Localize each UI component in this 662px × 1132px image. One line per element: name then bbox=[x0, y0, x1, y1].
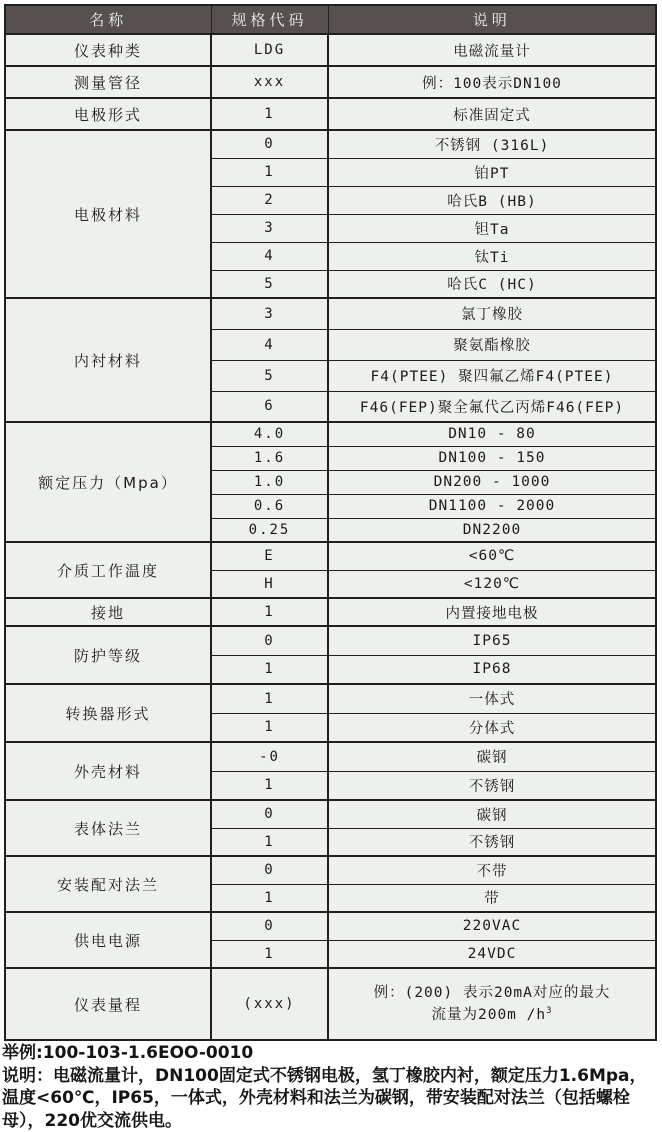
code-cell: 0 bbox=[211, 626, 328, 655]
desc-cell: F4(PTEE) 聚四氟乙烯F4(PTEE) bbox=[328, 360, 656, 391]
code-cell: 0 bbox=[211, 800, 328, 828]
code-cell: 2 bbox=[211, 186, 328, 214]
code-cell: 4 bbox=[211, 242, 328, 270]
code-cell: -0 bbox=[211, 742, 328, 771]
group-name-cell: 仪表量程 bbox=[5, 968, 211, 1040]
desc-cell: DN10 - 80 bbox=[328, 422, 656, 446]
desc-cell: F46(FEP)聚全氟代乙丙烯F46(FEP) bbox=[328, 391, 656, 422]
group-name-cell: 安装配对法兰 bbox=[5, 856, 211, 912]
desc-cell: 内置接地电极 bbox=[328, 598, 656, 626]
code-cell: 1 bbox=[211, 598, 328, 626]
desc-cell: 标准固定式 bbox=[328, 98, 656, 130]
example-code-line: 举例:100-103-1.6EOO-0010 bbox=[2, 1043, 254, 1063]
code-cell: 1 bbox=[211, 771, 328, 800]
desc-cell: 钽Ta bbox=[328, 214, 656, 242]
code-cell: (xxx) bbox=[211, 968, 328, 1040]
code-cell: xxx bbox=[211, 66, 328, 98]
desc-cell: 不锈钢 bbox=[328, 771, 656, 800]
desc-cell: 铂PT bbox=[328, 158, 656, 186]
desc-cell: 220VAC bbox=[328, 912, 656, 940]
note-line: 说明：电磁流量计，DN100固定式不锈钢电极，氢丁橡胶内衬，额定压力1.6Mpa，温度<60℃，IP65，一体式，外壳材料和法兰为碳钢，带安装配对法兰（包括螺栓母），220优交流供电。 bbox=[2, 1065, 647, 1131]
desc-line-2 bbox=[333, 1004, 651, 1026]
desc-cell: 碳钢 bbox=[328, 800, 656, 828]
code-cell: 0 bbox=[211, 856, 328, 884]
code-cell: 3 bbox=[211, 298, 328, 329]
spec-table-body bbox=[5, 5, 656, 1040]
code-cell: 6 bbox=[211, 391, 328, 422]
group-name-cell: 内衬材料 bbox=[5, 298, 211, 422]
col-header-2: 说明 bbox=[328, 5, 656, 34]
desc-cell bbox=[328, 968, 656, 1040]
desc-cell: <60℃ bbox=[328, 542, 656, 570]
desc-cell: 24VDC bbox=[328, 940, 656, 968]
desc-cell: 聚氨酯橡胶 bbox=[328, 329, 656, 360]
desc-line-1: 例：(200) 表示20mA对应的最大 bbox=[373, 984, 611, 1001]
code-cell: 1 bbox=[211, 684, 328, 713]
group-name-cell: 测量管径 bbox=[5, 66, 211, 98]
group-name-cell: 仪表种类 bbox=[5, 34, 211, 66]
spec-table bbox=[4, 4, 657, 1041]
desc-cell: 哈氏C (HC) bbox=[328, 270, 656, 298]
code-cell: 1 bbox=[211, 940, 328, 968]
desc-cell: DN200 - 1000 bbox=[328, 470, 656, 494]
group-name-cell: 转换器形式 bbox=[5, 684, 211, 742]
desc-cell: 分体式 bbox=[328, 713, 656, 742]
desc-cell: IP68 bbox=[328, 655, 656, 684]
desc-cell: 碳钢 bbox=[328, 742, 656, 771]
desc-cell: 电磁流量计 bbox=[328, 34, 656, 66]
col-header-0: 名称 bbox=[5, 5, 211, 34]
group-name-cell: 外壳材料 bbox=[5, 742, 211, 800]
desc-cell: DN2200 bbox=[328, 518, 656, 542]
desc-cell: IP65 bbox=[328, 626, 656, 655]
code-cell: 1.0 bbox=[211, 470, 328, 494]
group-name-cell: 电极形式 bbox=[5, 98, 211, 130]
code-cell: 3 bbox=[211, 214, 328, 242]
cubic-superscript: 3 bbox=[546, 1006, 553, 1017]
group-name-cell: 接地 bbox=[5, 598, 211, 626]
code-cell: 1 bbox=[211, 158, 328, 186]
desc-cell: 带 bbox=[328, 884, 656, 912]
code-cell: 1 bbox=[211, 884, 328, 912]
code-cell: 0.25 bbox=[211, 518, 328, 542]
group-name-cell: 防护等级 bbox=[5, 626, 211, 684]
group-name-cell: 表体法兰 bbox=[5, 800, 211, 856]
desc-cell: 不锈钢 (316L) bbox=[328, 130, 656, 158]
spec-table-wrap bbox=[4, 4, 657, 1041]
desc-cell: 不带 bbox=[328, 856, 656, 884]
code-cell: 0.6 bbox=[211, 494, 328, 518]
code-cell: E bbox=[211, 542, 328, 570]
footer-notes bbox=[2, 1042, 660, 1132]
code-cell: 1 bbox=[211, 713, 328, 742]
col-header-1: 规格代码 bbox=[211, 5, 328, 34]
desc-cell: 哈氏B (HB) bbox=[328, 186, 656, 214]
desc-cell: 钛Ti bbox=[328, 242, 656, 270]
code-cell: H bbox=[211, 570, 328, 598]
code-cell: 1 bbox=[211, 828, 328, 856]
desc-cell: DN1100 - 2000 bbox=[328, 494, 656, 518]
code-cell: 1 bbox=[211, 655, 328, 684]
desc-cell: 一体式 bbox=[328, 684, 656, 713]
code-cell: 4.0 bbox=[211, 422, 328, 446]
code-cell: 1 bbox=[211, 98, 328, 130]
desc-cell: DN100 - 150 bbox=[328, 446, 656, 470]
code-cell: 0 bbox=[211, 130, 328, 158]
group-name-cell: 供电电源 bbox=[5, 912, 211, 968]
code-cell: 4 bbox=[211, 329, 328, 360]
group-name-cell: 额定压力（Mpa） bbox=[5, 422, 211, 542]
desc-cell: <120℃ bbox=[328, 570, 656, 598]
desc-cell: 例：100表示DN100 bbox=[328, 66, 656, 98]
code-cell: 1.6 bbox=[211, 446, 328, 470]
group-name-cell: 介质工作温度 bbox=[5, 542, 211, 598]
code-cell: 0 bbox=[211, 912, 328, 940]
code-cell: LDG bbox=[211, 34, 328, 66]
desc-cell: 不锈钢 bbox=[328, 828, 656, 856]
code-cell: 5 bbox=[211, 360, 328, 391]
group-name-cell: 电极材料 bbox=[5, 130, 211, 298]
desc-line-2-text: 流量为200m /h bbox=[431, 1007, 547, 1023]
code-cell: 5 bbox=[211, 270, 328, 298]
desc-cell: 氯丁橡胶 bbox=[328, 298, 656, 329]
